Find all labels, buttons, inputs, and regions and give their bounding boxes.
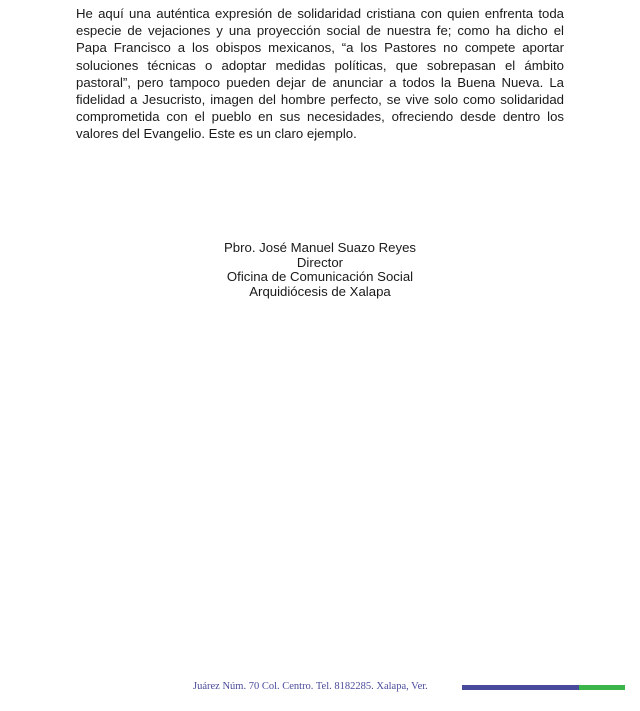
footer-address: Juárez Núm. 70 Col. Centro. Tel. 8182285. Xalapa, Ver. [193, 681, 428, 692]
signatory-institution: Arquidiócesis de Xalapa [249, 283, 391, 299]
signatory-position: Director [296, 254, 344, 270]
body-paragraph: He aquí una auténtica expresión de solidaridad cristiana con quien enfrenta toda especie de vejaciones y una proyección social de nuestra fe; como ha dicho el Papa Francisco a los obispos mexicanos, “a los Pastores no compete aportar soluciones técnicas o adoptar medidas políticas, que sobrepasan el ámbito pastoral”, pero tampoco pueden dejar de anunciar a todos la Buena Nueva. La fidelidad a Jesucristo, imagen del hombre perfecto, se vive solo como solidaridad comprometida con el pueblo en sus necesidades, ofreciendo desde dentro los valores del Evangelio. Este es un claro ejemplo. [76, 6, 564, 142]
signatory-office: Oficina de Comunicación Social [226, 269, 414, 285]
signature-block [0, 241, 640, 299]
footer-bar-blue [462, 685, 579, 690]
footer-bar-green [579, 685, 625, 690]
signatory-name: Pbro. José Manuel Suazo Reyes [223, 240, 417, 255]
